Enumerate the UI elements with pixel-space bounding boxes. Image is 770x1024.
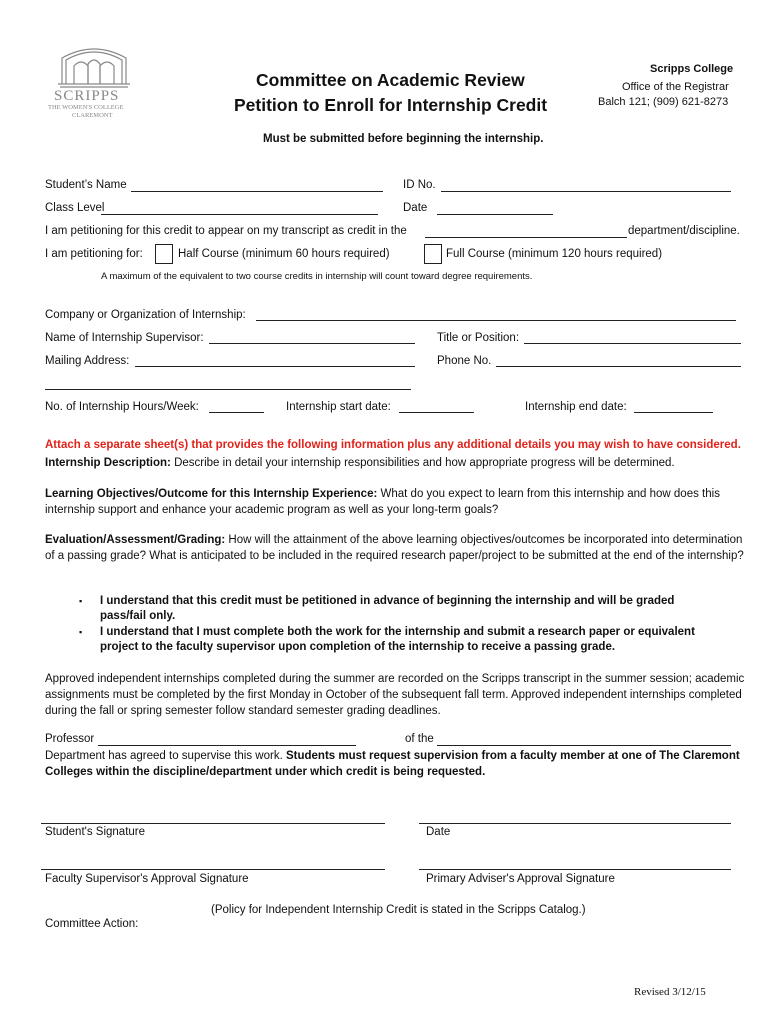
description-text: Describe in detail your internship responsibilities and how appropriate progress will be determined.	[170, 457, 675, 469]
revision-date: Revised 3/12/15	[634, 986, 706, 998]
date-field[interactable]	[437, 214, 553, 215]
class-level-label: Class Level	[45, 202, 105, 214]
professor-department-field[interactable]	[437, 745, 731, 746]
description-heading: Internship Description:	[45, 457, 171, 469]
evaluation-text: How will the attainment of the above learning objectives/outcomes be incorporated into determination of a passing grade? What is anticipated to be included in the required research paper/project to be submitted at the end of the internship?	[45, 534, 744, 562]
student-signature-label: Student's Signature	[45, 826, 146, 838]
hours-week-label: No. of Internship Hours/Week:	[45, 401, 199, 413]
registrar-address: Balch 121; (909) 621-8273	[598, 96, 729, 108]
college-name: Scripps College	[650, 63, 734, 75]
scripps-logo	[48, 44, 140, 120]
logo-subtitle: THE WOMEN'S COLLEGE	[48, 104, 124, 111]
form-title: Committee on Academic Review	[256, 70, 525, 90]
evaluation-assessment	[45, 532, 755, 564]
half-course-checkbox[interactable]	[155, 244, 173, 264]
bullet-2-line-2: project to the faculty supervisor upon completion of the internship to receive a passing grade.	[100, 641, 616, 653]
id-no-field[interactable]	[441, 191, 731, 192]
supervision-note	[45, 748, 755, 780]
full-course-label: Full Course (minimum 120 hours required)	[446, 248, 663, 260]
form-subtitle: Petition to Enroll for Internship Credit	[234, 95, 548, 115]
bullet-2-line-1: I understand that I must complete both the work for the internship and submit a research paper or equivalent	[100, 626, 695, 638]
end-date-label: Internship end date:	[525, 401, 627, 413]
title-position-field[interactable]	[524, 343, 741, 344]
adviser-signature-label: Primary Adviser's Approval Signature	[426, 873, 615, 885]
student-signature-field[interactable]	[41, 823, 385, 824]
logo-name: SCRIPPS	[54, 88, 120, 104]
summer-policy-text: Approved independent internships completed during the summer are recorded on the Scripps transcript in the summer session; academic assignments must be completed by the first Monday in October of the subsequent fall term. Approved independent internships completed during the fall or spring semester follow standard semester grading deadlines.	[45, 673, 745, 717]
mailing-address-label: Mailing Address:	[45, 355, 130, 367]
phone-label: Phone No.	[437, 355, 492, 367]
date-label: Date	[403, 202, 428, 214]
supervisor-label: Name of Internship Supervisor:	[45, 332, 204, 344]
evaluation-heading: Evaluation/Assessment/Grading:	[45, 534, 226, 546]
faculty-signature-label: Faculty Supervisor's Approval Signature	[45, 873, 249, 885]
half-course-label: Half Course (minimum 60 hours required)	[178, 248, 390, 260]
bullet-1-line-2: pass/fail only.	[100, 610, 176, 622]
objectives-text: What do you expect to learn from this internship and how does this internship support and enhance your academic program as well as your long-term goals?	[45, 488, 720, 516]
mailing-address-field-2[interactable]	[45, 389, 411, 390]
transcript-credit-label: I am petitioning for this credit to appear on my transcript as credit in the	[45, 225, 407, 237]
petitioning-for-label: I am petitioning for:	[45, 248, 143, 260]
learning-objectives	[45, 486, 755, 518]
mailing-address-field[interactable]	[135, 366, 415, 367]
phone-field[interactable]	[496, 366, 741, 367]
max-credit-note: A maximum of the equivalent to two course credits in internship will count toward degree requirements.	[101, 271, 533, 282]
department-label: department/discipline.	[628, 225, 740, 237]
start-date-field[interactable]	[399, 412, 474, 413]
supervision-text: Department has agreed to supervise this work.	[45, 750, 286, 762]
full-course-checkbox[interactable]	[424, 244, 442, 264]
professor-label: Professor	[45, 733, 95, 745]
department-field[interactable]	[425, 237, 627, 238]
submission-notice: Must be submitted before beginning the internship.	[263, 133, 544, 145]
bullet-icon: ▪	[79, 627, 83, 637]
committee-action-label: Committee Action:	[45, 918, 139, 930]
start-date-label: Internship start date:	[286, 401, 391, 413]
objectives-heading: Learning Objectives/Outcome for this Internship Experience:	[45, 488, 378, 500]
id-no-label: ID No.	[403, 179, 436, 191]
bullet-icon: ▪	[79, 596, 83, 606]
student-name-label: Student’s Name	[45, 179, 127, 191]
attach-instruction: Attach a separate sheet(s) that provides the following information plus any additional details you may wish to have considered.	[45, 439, 741, 451]
faculty-signature-field[interactable]	[41, 869, 385, 870]
professor-field[interactable]	[98, 745, 356, 746]
end-date-field[interactable]	[634, 412, 713, 413]
signature-date-field[interactable]	[419, 823, 731, 824]
policy-note: (Policy for Independent Internship Credit is stated in the Scripps Catalog.)	[211, 904, 586, 916]
registrar-office: Office of the Registrar	[622, 81, 729, 93]
supervision-requirement: Students must request supervision from a faculty member at one of The Claremont Colleges within the discipline/department under which credit is being requested.	[45, 750, 740, 778]
title-position-label: Title or Position:	[437, 332, 520, 344]
logo-place: CLAREMONT	[72, 112, 113, 119]
company-field[interactable]	[256, 320, 736, 321]
bullet-1-line-1: I understand that this credit must be petitioned in advance of beginning the internship and will be graded	[100, 595, 675, 607]
adviser-signature-field[interactable]	[419, 869, 731, 870]
hours-week-field[interactable]	[209, 412, 264, 413]
of-the-label: of the	[405, 733, 434, 745]
student-name-field[interactable]	[131, 191, 383, 192]
internship-description	[45, 455, 755, 471]
supervisor-field[interactable]	[209, 343, 415, 344]
signature-date-label: Date	[426, 826, 451, 838]
company-label: Company or Organization of Internship:	[45, 309, 246, 321]
class-level-field[interactable]	[101, 214, 378, 215]
